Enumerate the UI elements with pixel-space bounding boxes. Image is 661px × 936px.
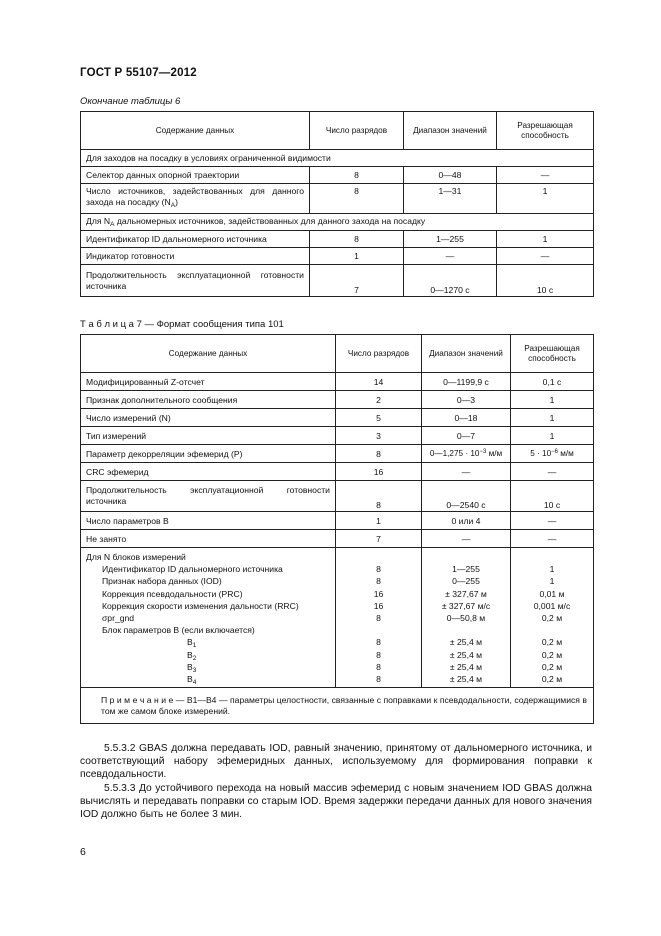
cell-bits: 8 — [310, 167, 404, 184]
table-row — [81, 427, 594, 445]
cell-range: 0—1199,9 с — [422, 373, 511, 391]
col-header-range: Диапазон значений — [404, 112, 497, 150]
cell-content: Модифицированный Z-отсчет — [81, 373, 336, 391]
cell-range: 0—7 — [422, 427, 511, 445]
cell-range: 1—255 — [404, 231, 497, 248]
cell-resolution: 0,2 м — [541, 673, 563, 684]
cell-bits: 2 — [336, 391, 422, 409]
cell-range: 0—1270 с — [404, 265, 497, 297]
cell-bits: 8 — [376, 564, 381, 575]
cell-resolution: 10 с — [497, 265, 594, 297]
cell-range: ± 327,67 м/с — [441, 600, 491, 611]
cell-resolution: — — [497, 167, 594, 184]
note-row — [81, 688, 594, 724]
cell-range: 1—31 — [404, 184, 497, 214]
b-item: $B_3$ — [187, 661, 197, 674]
block-content-cell — [81, 548, 336, 688]
table-row — [81, 265, 594, 297]
cell-resolution: 0,001 м/с — [533, 600, 571, 611]
cell-content: Параметр декорреляции эфемерид (P) — [81, 445, 336, 463]
cell-bits: 8 — [310, 184, 404, 214]
section-label: Для заходов на посадку в условиях ограниченной видимости — [81, 150, 594, 167]
col-header-bits: Число разрядов — [310, 112, 404, 150]
cell-resolution: — — [511, 512, 594, 530]
page-number: 6 — [80, 846, 86, 858]
table-header-row — [81, 112, 594, 150]
cell-resolution: 0,01 м — [539, 588, 565, 599]
table-header-row — [81, 335, 594, 373]
block-bits-cell — [336, 548, 422, 688]
block-range-cell — [422, 548, 511, 688]
cell-resolution: 0,2 м — [541, 661, 563, 672]
cell-resolution: 1 — [549, 576, 555, 587]
cell-bits: 8 — [310, 231, 404, 248]
table7-caption: Т а б л и ц а 7 — Формат сообщения типа 101 — [80, 319, 284, 330]
cell-resolution: 1 — [497, 184, 594, 214]
cell-bits: 7 — [310, 265, 404, 297]
b-item: $B_4$ — [187, 673, 197, 686]
cell-range: ± 25,4 м — [449, 661, 483, 672]
table-row — [81, 409, 594, 427]
table-row — [81, 530, 594, 548]
block-item: Идентификатор ID дальномерного источника — [102, 564, 283, 575]
table-row — [81, 248, 594, 265]
col-header-range: Диапазон значений — [422, 335, 511, 373]
cell-resolution: 0,2 м — [541, 649, 563, 660]
col-header-content: Содержание данных — [81, 112, 310, 150]
cell-range: ± 25,4 м — [449, 673, 483, 684]
cell-bits: 3 — [336, 427, 422, 445]
b-item: $B_2$ — [187, 649, 197, 662]
paragraph-5-5-3-3: 5.5.3.3 До устойчивого перехода на новый массив эфемерид с новым значением IOD GBAS должна вычислять и передавать поправки со старым IOD. Время задержки передачи данных для нового значения IOD должно быть не более 3 мин. — [80, 783, 592, 821]
cell-range: ± 25,4 м — [449, 637, 483, 648]
cell-content: Продолжительность эксплуатационной готовности источника — [81, 481, 336, 512]
cell-content: Идентификатор ID дальномерного источника — [81, 231, 310, 248]
cell-resolution: $5 \cdot 10^{-6}$ м/м — [511, 445, 594, 463]
cell-resolution: 0,2 м — [541, 637, 563, 648]
cell-range: 0 или 4 — [422, 512, 511, 530]
cell-resolution: — — [511, 463, 594, 481]
block-item: Коррекция скорости изменения дальности (RRC) — [102, 600, 299, 611]
cell-content: Индикатор готовности — [81, 248, 310, 265]
cell-content: Продолжительность эксплуатационной готовности источника — [81, 265, 310, 297]
cell-range: 0—2540 с — [422, 481, 511, 512]
cell-bits: 1 — [310, 248, 404, 265]
cell-bits: 7 — [336, 530, 422, 548]
cell-bits: 16 — [373, 588, 384, 599]
col-header-content: Содержание данных — [81, 335, 336, 373]
cell-resolution: 1 — [511, 391, 594, 409]
cell-range: — — [422, 530, 511, 548]
section-label: Для $N_A$ дальномерных источников, задействованных для данного захода на посадку — [81, 214, 594, 231]
cell-content: Признак дополнительного сообщения — [81, 391, 336, 409]
b-item: $B_1$ — [187, 637, 197, 650]
cell-bits: 16 — [373, 600, 384, 611]
cell-range: 0—50,8 м — [446, 612, 486, 623]
cell-bits: 5 — [336, 409, 422, 427]
cell-content: Число измерений (N) — [81, 409, 336, 427]
table-row — [81, 167, 594, 184]
b-block-title: Блок параметров B (если включается) — [102, 625, 255, 636]
table-note: П р и м е ч а н и е — B1—B4 — параметры целостности, связанные с поправками к псевдодальности, содержащимися в том же самом блоке измерений. — [81, 688, 594, 724]
cell-bits: 14 — [336, 373, 422, 391]
cell-resolution: 1 — [497, 231, 594, 248]
cell-bits: 8 — [376, 649, 381, 660]
cell-content: Число параметров B — [81, 512, 336, 530]
cell-resolution: 1 — [549, 564, 555, 575]
document-header: ГОСТ Р 55107—2012 — [80, 67, 197, 79]
cell-bits: 8 — [376, 673, 381, 684]
cell-range: ± 327,67 м — [445, 588, 487, 599]
table-row — [81, 463, 594, 481]
cell-bits: 8 — [376, 661, 381, 672]
cell-resolution: — — [497, 248, 594, 265]
table6-caption: Окончание таблицы 6 — [80, 96, 181, 107]
col-header-resolution: Разрешающая способность — [511, 335, 594, 373]
table-row — [81, 391, 594, 409]
cell-bits: 8 — [376, 637, 381, 648]
cell-content: Тип измерений — [81, 427, 336, 445]
table-6 — [80, 111, 594, 297]
col-header-resolution: Разрешающая способность — [497, 112, 594, 150]
section-row — [81, 214, 594, 231]
cell-content: CRC эфемерид — [81, 463, 336, 481]
cell-bits: 1 — [336, 512, 422, 530]
cell-resolution: 10 с — [511, 481, 594, 512]
cell-range: 0—255 — [452, 576, 480, 587]
block-item: Коррекция псевдодальности (PRC) — [102, 588, 243, 599]
cell-content: Не занято — [81, 530, 336, 548]
cell-content: Число источников, задействованных для данного захода на посадку $(N_A)$ — [81, 184, 310, 214]
block-resolution-cell — [511, 548, 594, 688]
col-header-bits: Число разрядов — [336, 335, 422, 373]
cell-bits: 8 — [376, 612, 381, 623]
cell-range: 1—255 — [452, 564, 480, 575]
cell-bits: 8 — [336, 445, 422, 463]
cell-range: ± 25,4 м — [449, 649, 483, 660]
cell-bits: 16 — [336, 463, 422, 481]
cell-range: 0—1,275 · $10^{-3}$ м/м — [422, 445, 511, 463]
block-item: Признак набора данных (IOD) — [102, 576, 222, 587]
cell-resolution: 0,1 с — [511, 373, 594, 391]
cell-range: 0—3 — [422, 391, 511, 409]
table-row — [81, 445, 594, 463]
cell-range: 0—48 — [404, 167, 497, 184]
cell-range: — — [422, 463, 511, 481]
paragraph-5-5-3-2: 5.5.3.2 GBAS должна передавать IOD, равный значению, принятому от дальномерного источника, и соответствующий набору эфемеридных данных, используемому для формирования поправки к псевдодальности. — [80, 743, 592, 781]
cell-range: — — [404, 248, 497, 265]
table-row — [81, 184, 594, 214]
block-title: Для N блоков измерений — [86, 552, 186, 562]
measurement-block-row — [81, 548, 594, 688]
cell-content: Селектор данных опорной траектории — [81, 167, 310, 184]
table-row — [81, 373, 594, 391]
table-7 — [80, 334, 594, 724]
table-row — [81, 481, 594, 512]
cell-bits: 8 — [376, 576, 381, 587]
cell-resolution: 1 — [511, 427, 594, 445]
block-item: σpr_gnd — [102, 612, 135, 623]
cell-resolution: — — [511, 530, 594, 548]
table-row — [81, 231, 594, 248]
cell-bits: 8 — [336, 481, 422, 512]
cell-resolution: 0,2 м — [541, 612, 563, 623]
cell-range: 0—18 — [422, 409, 511, 427]
cell-resolution: 1 — [511, 409, 594, 427]
section-row — [81, 150, 594, 167]
table-row — [81, 512, 594, 530]
